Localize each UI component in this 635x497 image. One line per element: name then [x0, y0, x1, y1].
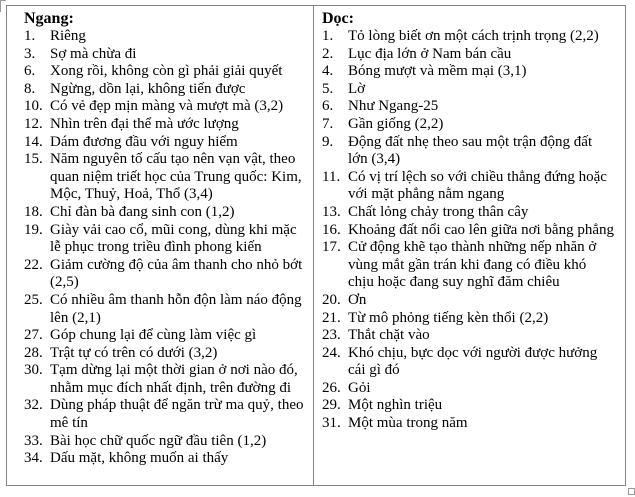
clue-number: 28.	[24, 344, 43, 361]
clue-number: 31.	[322, 415, 341, 432]
clue-text: Khó chịu, bực dọc với người được hưởng cái gì đó	[348, 344, 598, 379]
clue-text: Gần giống (2,2)	[348, 115, 444, 132]
clue-item	[24, 116, 305, 134]
clue-text: Có vị trí lệch so với chiều thẳng đứng hoặc với mặt phẳng nằm ngang	[348, 168, 607, 203]
clue-text: Dám đương đầu với nguy hiểm	[50, 133, 238, 150]
clue-number: 12.	[24, 115, 43, 132]
clue-number: 21.	[322, 309, 341, 326]
clue-text: Tỏ lòng biết ơn một cách trịnh trọng (2,2)	[348, 28, 599, 44]
clue-item	[24, 362, 305, 397]
clue-item	[322, 204, 615, 222]
clue-number: 25.	[24, 291, 43, 308]
clue-text: Khoảng đất nổi cao lên giữa nơi bằng phẳng	[348, 221, 614, 238]
clue-number: 16.	[322, 221, 341, 238]
clue-item	[24, 204, 305, 222]
clue-text: Thắt chặt vào	[348, 327, 430, 344]
clue-item	[24, 433, 305, 451]
clue-item	[24, 134, 305, 152]
clue-number: 22.	[24, 256, 43, 273]
clue-number: 30.	[24, 362, 43, 379]
clue-text: Trật tự có trên có dưới (3,2)	[50, 344, 218, 361]
clue-text: Một nghìn triệu	[348, 397, 443, 414]
clue-text: Dùng pháp thuật để ngăn trừ ma quỷ, theo mê tín	[50, 397, 304, 432]
clue-item	[24, 397, 305, 432]
clue-item	[322, 222, 615, 240]
clue-item	[322, 239, 615, 292]
clue-text: Dấu mặt, không muốn ai thấy	[50, 450, 229, 467]
clue-number: 9.	[322, 133, 334, 150]
clue-text: Ngừng, dồn lại, không tiến được	[50, 80, 246, 97]
clue-item	[322, 98, 615, 116]
clue-number: 13.	[322, 203, 341, 220]
clue-text: Chất lỏng chảy trong thân cây	[348, 203, 529, 220]
clue-text: Lờ	[348, 80, 366, 97]
clue-number: 8.	[24, 80, 36, 97]
table-resize-handle[interactable]	[628, 488, 635, 495]
clue-number: 11.	[322, 168, 341, 185]
clue-text: Tạm dừng lại một thời gian ở nơi nào đó, nhằm mục đích nhất định, trên đường đi	[50, 362, 298, 396]
down-header: Dọc:	[322, 10, 354, 27]
clue-number: 34.	[24, 450, 43, 467]
clue-item	[24, 222, 305, 257]
clue-item	[322, 169, 615, 204]
clue-item	[24, 345, 305, 363]
clue-text: Ơn	[348, 291, 367, 308]
clue-text: Có nhiều âm thanh hỗn độn làm náo động lên (2,1)	[50, 291, 302, 326]
clue-number: 6.	[322, 98, 334, 115]
clue-text: Sợ mà chừa đi	[50, 45, 137, 62]
clue-text: Nhìn trên đại thể mà ước lượng	[50, 115, 239, 132]
clue-item	[24, 151, 305, 204]
clue-number: 4.	[322, 63, 334, 80]
clue-text: Giày vải cao cổ, mũi cong, dùng khi mặc lễ phục trong triều đình phong kiến	[50, 221, 297, 256]
clue-number: 7.	[322, 115, 334, 132]
clue-text: Có vẻ đẹp mịn màng và mượt mà (3,2)	[50, 98, 284, 115]
clue-number: 1.	[24, 28, 36, 44]
clue-item	[24, 63, 305, 81]
clue-item	[322, 380, 615, 398]
clue-item	[24, 28, 305, 46]
clue-text: Năm nguyên tố cấu tạo nên vạn vật, theo quan niệm triết học của Trung quốc: Kim, Mộc, Thuỷ, Hoả, Thổ (3,4)	[50, 151, 302, 203]
clue-text: Từ mô phỏng tiếng kèn thổi (2,2)	[348, 309, 549, 326]
clue-item	[24, 292, 305, 327]
clue-item	[322, 46, 615, 64]
clue-text: Động đất nhẹ theo sau một trận động đất lớn (3,4)	[348, 133, 593, 168]
clue-number: 2.	[322, 45, 334, 62]
clue-number: 19.	[24, 221, 43, 238]
clue-number: 29.	[322, 397, 341, 414]
clue-item	[322, 63, 615, 81]
down-clue-list	[322, 28, 615, 433]
clue-number: 1.	[322, 28, 334, 44]
across-clue-list	[24, 28, 305, 468]
clue-text: Gỏi	[348, 379, 371, 396]
clue-text: Góp chung lại để cùng làm việc gì	[50, 327, 257, 344]
clue-text: Chỉ đàn bà đang sinh con (1,2)	[50, 203, 235, 220]
clue-text: Cử động khẽ tạo thành những nếp nhăn ở vùng mắt gần trán khi đang có điều khó chịu hoặc đang suy nghĩ đăm chiêu	[348, 239, 597, 291]
clue-number: 27.	[24, 327, 43, 344]
clue-number: 15.	[24, 151, 43, 168]
clue-number: 26.	[322, 379, 341, 396]
clue-number: 14.	[24, 133, 43, 150]
clue-item	[322, 81, 615, 99]
clue-text: Giảm cường độ của âm thanh cho nhỏ bớt (2,5)	[50, 256, 303, 291]
clue-text: Bóng mượt và mềm mại (3,1)	[348, 63, 527, 80]
clue-text: Xong rồi, không còn gì phải giải quyết	[50, 63, 283, 80]
clue-number: 10.	[24, 98, 43, 115]
clue-item	[322, 28, 615, 46]
clue-text: Một mùa trong năm	[348, 415, 468, 432]
clue-number: 6.	[24, 63, 36, 80]
clue-number: 24.	[322, 344, 341, 361]
clue-item	[322, 397, 615, 415]
clue-item	[322, 292, 615, 310]
clue-item	[24, 46, 305, 64]
clue-number: 17.	[322, 239, 341, 256]
clue-number: 5.	[322, 80, 334, 97]
across-column	[7, 6, 314, 485]
clue-number: 32.	[24, 397, 43, 414]
clue-item	[322, 116, 615, 134]
clue-item	[24, 98, 305, 116]
clue-item	[24, 81, 305, 99]
clue-text: Riêng	[50, 28, 86, 44]
clue-number: 33.	[24, 432, 43, 449]
clue-item	[322, 327, 615, 345]
clue-item	[24, 450, 305, 468]
clue-number: 18.	[24, 203, 43, 220]
across-header: Ngang:	[24, 10, 74, 27]
clue-text: Lục địa lớn ở Nam bán cầu	[348, 45, 512, 62]
clue-item	[322, 134, 615, 169]
clue-item	[322, 415, 615, 433]
clue-item	[24, 327, 305, 345]
down-column	[314, 6, 625, 485]
clue-number: 23.	[322, 327, 341, 344]
clue-item	[322, 310, 615, 328]
clue-number: 3.	[24, 45, 36, 62]
clue-number: 20.	[322, 291, 341, 308]
clue-text: Bài học chữ quốc ngữ đầu tiên (1,2)	[50, 432, 267, 449]
clue-item	[322, 345, 615, 380]
clue-item	[24, 257, 305, 292]
crossword-clues-table	[6, 5, 626, 486]
clue-text: Như Ngang-25	[348, 98, 439, 115]
